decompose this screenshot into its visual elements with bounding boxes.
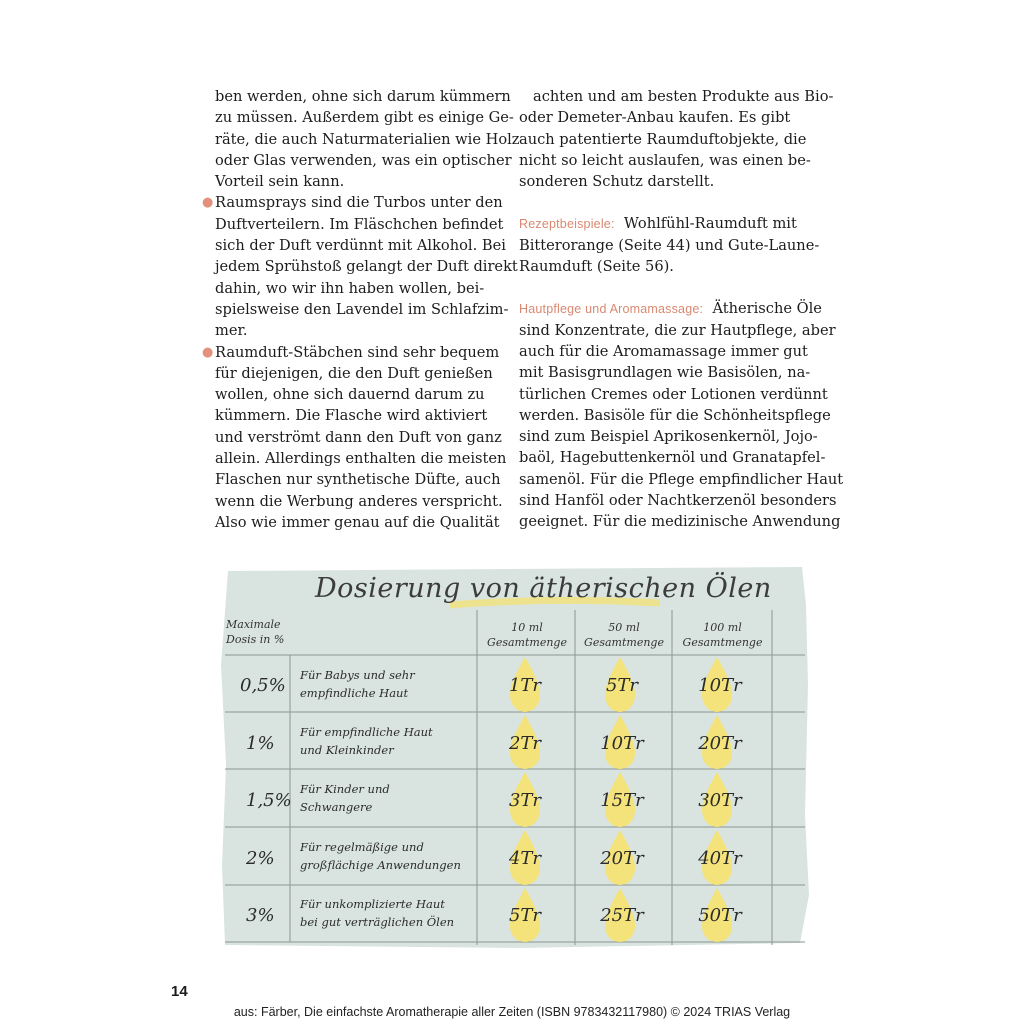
bullet-item-raumsprays <box>202 192 518 341</box>
table-title: Dosierung von ätherischen Ölen <box>315 573 772 604</box>
dose-value: 1,5% <box>246 790 292 811</box>
bullet-dot-icon: ● <box>202 195 214 211</box>
text-line: räte, die auch Naturmaterialien wie Holz <box>215 130 520 148</box>
row-description: Für unkomplizierte Haut bei gut verträglichen Ölen <box>300 897 455 929</box>
dose-value: 0,5% <box>240 675 286 696</box>
text-line: Duftverteilern. Im Fläschchen befindet <box>215 215 504 233</box>
drops-10ml: 2Tr <box>508 733 542 754</box>
text-line: mit Basisgrundlagen wie Basisölen, na- <box>519 364 811 382</box>
text-line: werden. Basisöle für die Schönheitspflege <box>519 406 831 424</box>
text-line: türlichen Cremes oder Lotionen verdünnt <box>519 385 828 403</box>
text-line: Vorteil sein kann. <box>215 173 345 191</box>
text-line: oder Demeter-Anbau kaufen. Es gibt <box>519 109 791 127</box>
dosage-table-graphic <box>220 565 810 950</box>
col-header-100ml: 100 ml Gesamtmenge <box>682 621 763 649</box>
bullet-dot-icon: ● <box>202 344 214 360</box>
text-line: achten und am besten Produkte aus Bio- <box>533 88 834 105</box>
rezept-label: Rezeptbeispiele: <box>519 217 615 232</box>
text-line: nicht so leicht auslaufen, was einen be- <box>519 151 811 169</box>
row-description: Für Kinder und Schwangere <box>300 782 390 814</box>
drops-50ml: 5Tr <box>605 675 639 696</box>
text-line: Flaschen nur synthetische Düfte, auch <box>215 471 501 489</box>
text-line: ben werden, ohne sich darum kümmern <box>215 88 511 105</box>
drops-100ml: 30Tr <box>698 790 742 811</box>
text-line: wenn die Werbung anderes verspricht. <box>215 492 503 510</box>
row-description: Für Babys und sehr empfindliche Haut <box>300 668 415 700</box>
drops-10ml: 4Tr <box>508 848 542 869</box>
text-line: mer. <box>215 322 248 340</box>
text-line: Ätherische Öle <box>712 300 822 318</box>
col-header-10ml: 10 ml Gesamtmenge <box>487 621 567 649</box>
source-credit: aus: Färber, Die einfachste Aromatherapie aller Zeiten (ISBN 9783432117980) © 2024 TRIAS Verlag <box>233 1005 791 1019</box>
text-line: Raumduft-Stäbchen sind sehr bequem <box>215 343 500 361</box>
paragraph-continuation <box>519 86 834 192</box>
right-text-column <box>519 86 844 533</box>
text-line: wollen, ohne sich dauernd darum zu <box>215 386 485 404</box>
left-text-column <box>202 86 520 533</box>
paragraph-continuation <box>215 86 520 192</box>
dose-value: 2% <box>246 848 275 869</box>
dose-value: 1% <box>246 733 275 754</box>
text-line: sind zum Beispiel Aprikosenkernöl, Jojo- <box>519 428 818 446</box>
text-line: oder Glas verwenden, was ein optischer <box>215 151 512 169</box>
text-line: Wohlfühl-Raumduft mit <box>623 215 797 233</box>
text-line: geeignet. Für die medizinische Anwendung <box>519 513 841 531</box>
drops-100ml: 10Tr <box>698 675 742 696</box>
text-line: dahin, wo wir ihn haben wollen, bei- <box>215 279 485 297</box>
text-line: für diejenigen, die den Duft genießen <box>215 364 493 382</box>
text-line: baöl, Hagebuttenkernöl und Granatapfel- <box>519 449 826 467</box>
drops-100ml: 50Tr <box>698 905 742 926</box>
drops-50ml: 10Tr <box>600 733 644 754</box>
text-line: samenöl. Für die Pflege empfindlicher Haut <box>519 470 844 488</box>
drops-10ml: 1Tr <box>508 675 542 696</box>
rezept-paragraph <box>519 213 819 277</box>
text-line: jedem Sprühstoß gelangt der Duft direkt <box>215 258 518 276</box>
text-line: sind Konzentrate, die zur Hautpflege, aber <box>519 321 836 339</box>
row-description: Für regelmäßige und großflächige Anwendungen <box>300 840 461 872</box>
drops-50ml: 15Tr <box>600 790 644 811</box>
row-description: Für empfindliche Haut und Kleinkinder <box>300 725 433 757</box>
drops-100ml: 40Tr <box>698 848 742 869</box>
text-line: spielsweise den Lavendel im Schlafzim- <box>215 300 509 318</box>
drops-50ml: 25Tr <box>600 905 644 926</box>
dose-value: 3% <box>246 905 275 926</box>
drops-50ml: 20Tr <box>600 848 644 869</box>
text-line: sich der Duft verdünnt mit Alkohol. Bei <box>215 237 506 255</box>
text-line: Raumduft (Seite 56). <box>519 258 674 276</box>
drops-10ml: 5Tr <box>508 905 542 926</box>
text-line: sonderen Schutz darstellt. <box>519 173 715 191</box>
text-line: Raumsprays sind die Turbos unter den <box>215 194 503 212</box>
col-header-50ml: 50 ml Gesamtmenge <box>584 621 664 649</box>
page-number: 14 <box>171 983 188 1000</box>
text-line: allein. Allerdings enthalten die meisten <box>215 450 507 468</box>
drops-100ml: 20Tr <box>698 733 742 754</box>
text-line: auch für die Aromamassage immer gut <box>519 342 808 360</box>
hautpflege-paragraph <box>519 298 844 532</box>
text-line: Bitterorange (Seite 44) und Gute-Laune- <box>519 236 820 254</box>
text-line: zu müssen. Außerdem gibt es einige Ge- <box>215 109 514 127</box>
dose-column-header: Maximale Dosis in % <box>226 618 285 646</box>
bullet-item-raumduft-staebchen <box>202 342 507 534</box>
text-line: sind Hanföl oder Nachtkerzenöl besonders <box>519 492 837 510</box>
hautpflege-label: Hautpflege und Aromamassage: <box>519 302 704 317</box>
text-line: Also wie immer genau auf die Qualität <box>215 513 500 531</box>
drops-10ml: 3Tr <box>508 790 542 811</box>
text-line: und verströmt dann den Duft von ganz <box>215 428 502 446</box>
text-line: auch patentierte Raumduftobjekte, die <box>519 130 807 148</box>
text-line: kümmern. Die Flasche wird aktiviert <box>215 407 488 425</box>
